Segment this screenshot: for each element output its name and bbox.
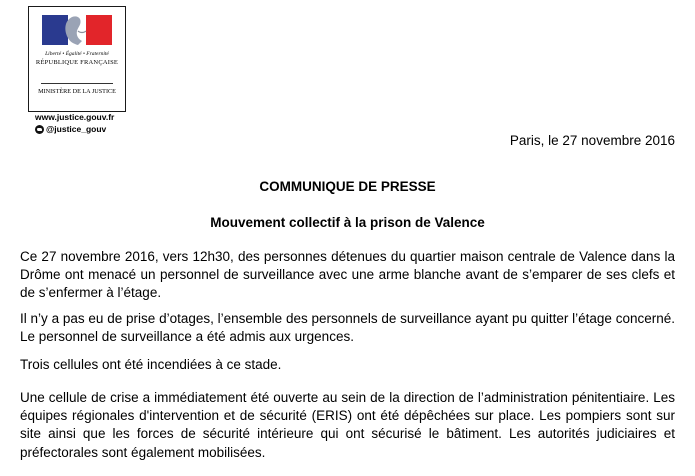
twitter-handle: @justice_gouv [46, 124, 107, 134]
document-title: Mouvement collectif à la prison de Valence [210, 215, 485, 230]
dateline: Paris, le 27 novembre 2016 [509, 133, 675, 148]
paragraph: Trois cellules ont été incendiées à ce stade. [20, 357, 282, 372]
paragraph: Ce 27 novembre 2016, vers 12h30, des personnes détenues du quartier maison centrale de Valence dans la Drôme ont menacé un personnel de surveillance avec une arme blanche avant de s’emparer de ses clefs et de s’enfermer à l’étage. [20, 249, 675, 301]
ministry-name: MINISTÈRE DE LA JUSTICE [38, 88, 116, 95]
marianne-emblem-icon [34, 11, 120, 49]
logo-divider [41, 83, 113, 84]
republic-motto: Liberté • Égalité • Fraternité [45, 51, 109, 57]
paragraph: Il n’y a pas eu de prise d’otages, l’ensemble des personnels de surveillance ayant pu quitter l’étage concerné. Le personnel de surveillance a été admis aux urgences. [20, 311, 675, 345]
document-type-heading: COMMUNIQUE DE PRESSE [259, 179, 436, 194]
paragraph: Une cellule de crise a immédiatement été ouverte au sein de la direction de l’administration pénitentiaire. Les équipes régionales d'intervention et de sécurité (ERIS) ont été dépêchées sur place. Les pompiers sont sur site ainsi que les forces de sécurité intérieure qui ont sécurisé le bâtiment. Les autorités judiciaires et préfectorales sont également mobilisées. [20, 390, 675, 460]
twitter-handle-row[interactable] [35, 124, 106, 134]
website-link[interactable]: www.justice.gouv.fr [35, 112, 115, 122]
twitter-icon [35, 125, 44, 134]
republique-francaise-label: RÉPUBLIQUE FRANÇAISE [35, 59, 119, 66]
ministry-logo [28, 6, 126, 112]
